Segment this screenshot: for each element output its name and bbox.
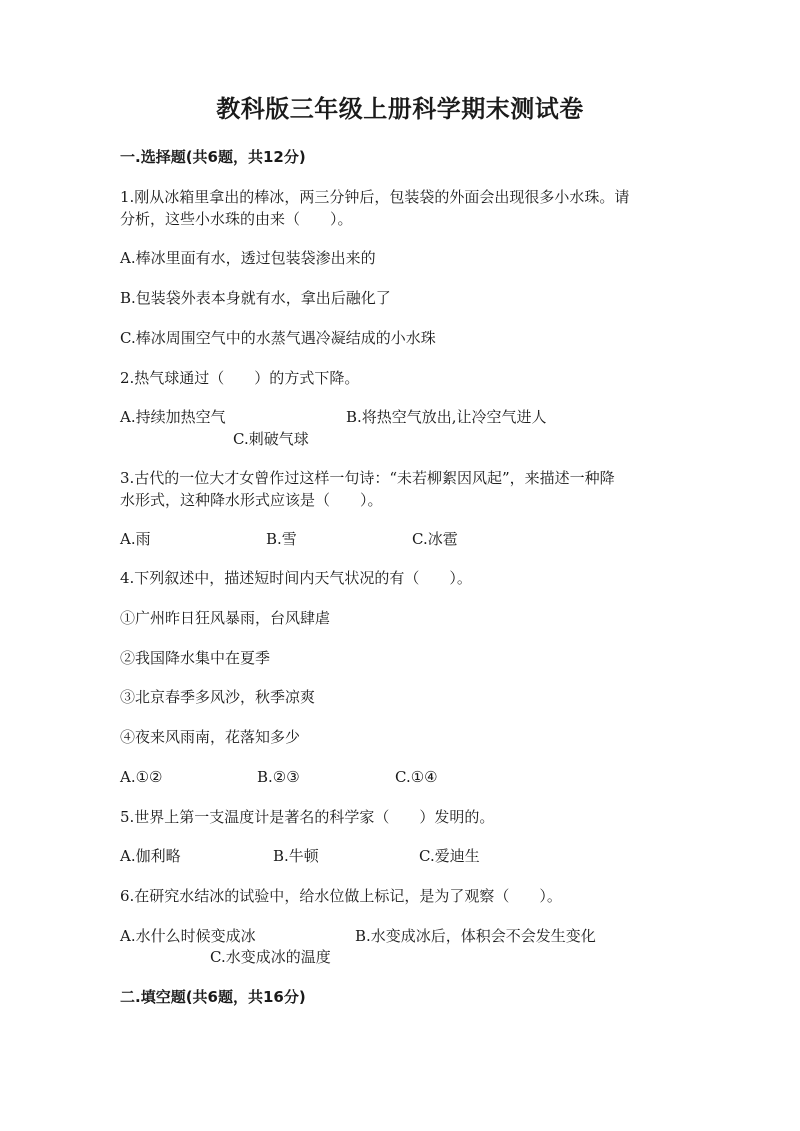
q1-option-a: A.棒冰里面有水，透过包装袋渗出来的: [120, 249, 376, 267]
q3-option-b: B.雪: [266, 530, 297, 548]
q2-stem: 2.热气球通过（ ）的方式下降。: [120, 369, 360, 387]
q5-option-b: B.牛顿: [273, 847, 319, 865]
q4-item-4: ④夜来风雨南，花落知多少: [120, 728, 301, 746]
q4-item-3: ③北京春季多风沙，秋季凉爽: [120, 688, 316, 706]
q6-option-c: C.水变成冰的温度: [210, 948, 331, 966]
q1-stem-line2: 分析，这些小水珠的由来（ ）。: [120, 210, 353, 228]
q6-option-a: A.水什么时候变成冰: [120, 927, 256, 945]
q6-option-b: B.水变成冰后，体积会不会发生变化: [355, 927, 596, 945]
q4-stem: 4.下列叙述中，描述短时间内天气状况的有（ ）。: [120, 569, 472, 587]
page-title: 教科版三年级上册科学期末测试卷: [216, 94, 584, 123]
q4-option-c: C.①④: [395, 768, 438, 786]
section-heading-fill: 二.填空题(共6题，共16分): [120, 988, 306, 1006]
q2-option-c: C.刺破气球: [233, 430, 309, 448]
q5-option-c: C.爱迪生: [419, 847, 480, 865]
q2-option-b: B.将热空气放出,让冷空气进人: [346, 408, 547, 426]
q3-option-c: C.冰雹: [412, 530, 458, 548]
q2-option-a: A.持续加热空气: [120, 408, 226, 426]
q4-item-2: ②我国降水集中在夏季: [120, 649, 271, 667]
q4-option-b: B.②③: [257, 768, 300, 786]
section-heading-choice: 一.选择题(共6题，共12分): [120, 148, 306, 166]
q1-option-b: B.包装袋外表本身就有水，拿出后融化了: [120, 289, 391, 307]
q4-item-1: ①广州昨日狂风暴雨，台风肆虐: [120, 609, 331, 627]
q1-stem-line1: 1.刚从冰箱里拿出的棒冰，两三分钟后，包装袋的外面会出现很多小水珠。请: [120, 188, 630, 206]
q4-option-a: A.①②: [120, 768, 163, 786]
q6-stem: 6.在研究水结冰的试验中，给水位做上标记，是为了观察（ ）。: [120, 887, 562, 905]
q3-option-a: A.雨: [120, 530, 151, 548]
q3-stem-line1: 3.古代的一位大才女曾作过这样一句诗：“未若柳絮因风起”，来描述一种降: [120, 469, 615, 487]
q5-option-a: A.伽利略: [120, 847, 181, 865]
q3-stem-line2: 水形式，这种降水形式应该是（ ）。: [120, 491, 383, 509]
q1-option-c: C.棒冰周围空气中的水蒸气遇冷凝结成的小水珠: [120, 329, 436, 347]
q5-stem: 5.世界上第一支温度计是著名的科学家（ ）发明的。: [120, 808, 495, 826]
